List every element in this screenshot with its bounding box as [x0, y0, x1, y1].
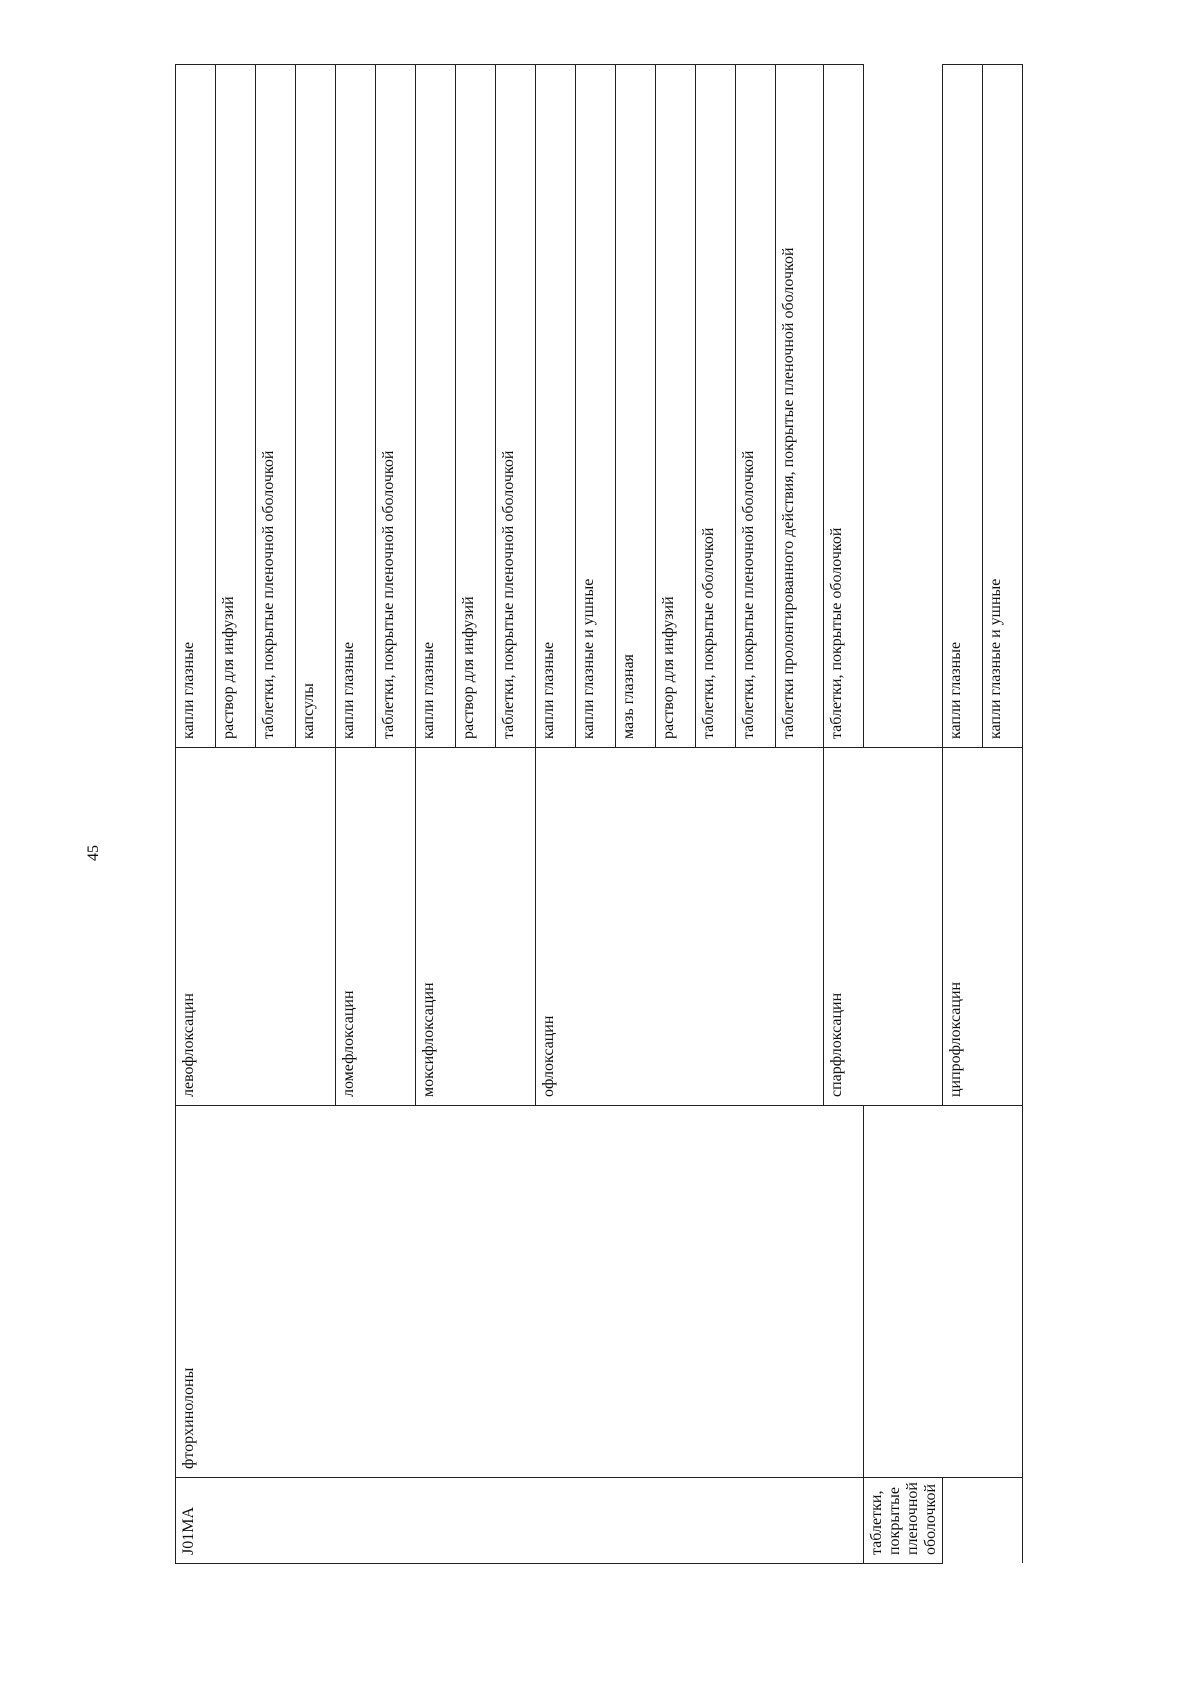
form-cell: таблетки, покрытые пленочной оболочкой [864, 1478, 943, 1564]
form-cell: капли глазные [536, 65, 576, 748]
form-cell: капли глазные [416, 65, 456, 748]
form-cell: раствор для инфузий [216, 65, 256, 748]
form-cell: капсулы [296, 65, 336, 748]
table-row [176, 65, 216, 1564]
rotated-table-container [175, 247, 1155, 1564]
empty-cell [983, 1478, 1023, 1564]
drug-name-cell: моксифлоксацин [416, 748, 536, 1106]
form-cell: таблетки, покрытые пленочной оболочкой [496, 65, 536, 748]
form-cell: капли глазные и ушные [576, 65, 616, 748]
form-cell: раствор для инфузий [656, 65, 696, 748]
form-cell: капли глазные и ушные [983, 65, 1023, 748]
drug-name-cell: левофлоксацин [176, 748, 336, 1106]
page-number: 45 [85, 845, 102, 861]
table-row [943, 65, 983, 1564]
empty-cell [983, 1106, 1023, 1478]
drug-name-cell: ломефлоксацин [336, 748, 416, 1106]
form-cell: таблетки, покрытые пленочной оболочкой [256, 65, 296, 748]
drug-table [175, 64, 1023, 1564]
atc-code-cell: J01MA [176, 1478, 864, 1564]
form-cell: капли глазные [176, 65, 216, 748]
form-cell: таблетки пролонгированного действия, покрытые пленочной оболочкой [776, 65, 824, 748]
drug-name-cell: спарфлоксацин [824, 748, 943, 1106]
form-cell: капли глазные [943, 65, 983, 748]
form-cell: раствор для инфузий [456, 65, 496, 748]
group-cell: фторхинолоны [176, 1106, 864, 1478]
form-cell: капли глазные [336, 65, 376, 748]
form-cell: таблетки, покрытые пленочной оболочкой [736, 65, 776, 748]
empty-cell [943, 1478, 983, 1564]
form-cell: таблетки, покрытые оболочкой [824, 65, 864, 748]
drug-name-cell: ципрофлоксацин [943, 748, 1023, 1106]
form-cell: мазь глазная [616, 65, 656, 748]
drug-name-cell: офлоксацин [536, 748, 824, 1106]
form-cell: таблетки, покрытые пленочной оболочкой [376, 65, 416, 748]
form-cell: таблетки, покрытые оболочкой [696, 65, 736, 748]
empty-cell [943, 1106, 983, 1478]
